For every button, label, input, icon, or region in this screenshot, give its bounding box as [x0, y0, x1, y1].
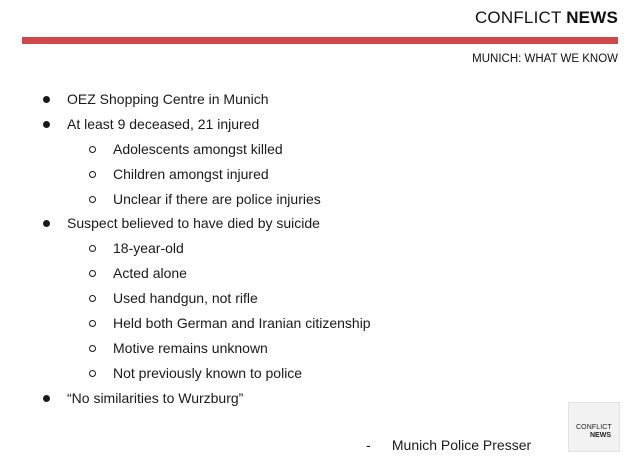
- list-item-text: Suspect believed to have died by suicide: [67, 215, 320, 232]
- logo-text-line1: CONFLICT: [576, 424, 612, 431]
- list-subitem: [40, 236, 600, 261]
- list-item: [40, 211, 600, 236]
- list-item-text: Acted alone: [113, 265, 187, 282]
- list-item: [40, 112, 600, 137]
- source-text: Munich Police Presser: [391, 437, 532, 453]
- list-subitem: [40, 286, 600, 311]
- list-subitem: [40, 336, 600, 361]
- list-subitem: [40, 187, 600, 212]
- list-item: [40, 386, 600, 411]
- brand-title-light: CONFLICT: [474, 8, 562, 27]
- logo-text-line2: NEWS: [590, 432, 611, 439]
- list-item-text: Motive remains unknown: [113, 339, 268, 356]
- list-subitem: [40, 261, 600, 286]
- brand-title-bold: NEWS: [566, 8, 618, 27]
- list-item-text: 18-year-old: [113, 240, 184, 257]
- bullet-list: [40, 87, 600, 411]
- list-subitem: [40, 361, 600, 386]
- list-item-text: OEZ Shopping Centre in Munich: [67, 91, 269, 107]
- header-accent-bar: [22, 37, 618, 44]
- list-item-text: At least 9 deceased, 21 injured: [67, 115, 260, 132]
- page-subtitle: MUNICH: WHAT WE KNOW: [472, 53, 618, 65]
- list-subitem: [40, 311, 600, 336]
- list-item-text: Held both German and Iranian citizenship: [113, 315, 371, 332]
- source-attribution: [366, 437, 531, 453]
- list-item-text: Unclear if there are police injuries: [113, 190, 321, 207]
- list-item-text: Used handgun, not rifle: [113, 290, 258, 307]
- brand-logo: [568, 402, 620, 452]
- list-item-text: Children amongst injured: [113, 165, 269, 182]
- list-subitem: [40, 137, 600, 162]
- list-item-text: Not previously known to police: [113, 364, 303, 381]
- list-item: [40, 87, 600, 112]
- list-item-text: “No similarities to Wurzburg”: [67, 389, 244, 406]
- list-subitem: [40, 162, 600, 187]
- list-item-text: Adolescents amongst killed: [113, 140, 283, 157]
- brand-title: [475, 8, 618, 28]
- source-dash: -: [366, 437, 371, 453]
